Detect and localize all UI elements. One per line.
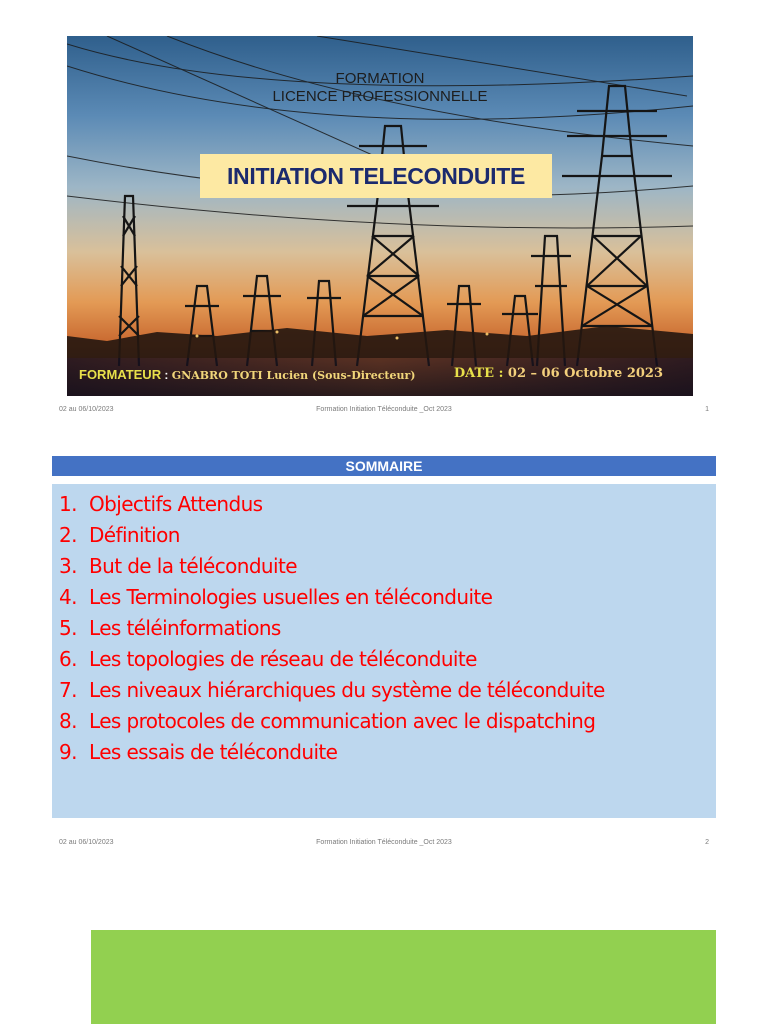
page-footer-1 — [0, 406, 768, 418]
sommaire-item — [59, 613, 605, 644]
footer-title: Formation Initiation Téléconduite _Oct 2023 — [316, 839, 452, 846]
footer-title: Formation Initiation Téléconduite _Oct 2023 — [316, 406, 452, 413]
footer-date: 02 au 06/10/2023 — [59, 839, 114, 846]
sommaire-item — [59, 551, 605, 582]
footer-page-number: 2 — [705, 839, 709, 846]
sommaire-item — [59, 582, 605, 613]
item-text: Définition — [89, 523, 180, 547]
sommaire-item — [59, 737, 605, 768]
sommaire-header: SOMMAIRE — [52, 456, 716, 476]
item-text: Objectifs Attendus — [89, 492, 263, 516]
item-number: 6. — [59, 647, 77, 671]
item-number: 5. — [59, 616, 77, 640]
item-number: 7. — [59, 678, 77, 702]
item-text: But de la téléconduite — [89, 554, 297, 578]
date-value: 02 – 06 Octobre 2023 — [507, 366, 663, 381]
item-number: 2. — [59, 523, 77, 547]
item-number: 3. — [59, 554, 77, 578]
formateur-line — [79, 367, 416, 382]
sommaire-item — [59, 520, 605, 551]
date-line — [454, 366, 663, 381]
footer-date: 02 au 06/10/2023 — [59, 406, 114, 413]
sommaire-body — [52, 484, 716, 818]
sommaire-item — [59, 706, 605, 737]
formation-heading: FORMATION — [335, 70, 425, 87]
item-number: 8. — [59, 709, 77, 733]
item-text: Les protocoles de communication avec le dispatching — [89, 709, 596, 733]
item-text: Les topologies de réseau de téléconduite — [89, 647, 477, 671]
footer-page-number: 1 — [705, 406, 709, 413]
title-slide — [67, 36, 693, 396]
slide3-green-banner — [91, 930, 716, 1024]
page-footer-2 — [0, 839, 768, 851]
formateur-label: FORMATEUR — [79, 367, 162, 382]
item-text: Les niveaux hiérarchiques du système de téléconduite — [89, 678, 605, 702]
item-number: 4. — [59, 585, 77, 609]
sommaire-item — [59, 644, 605, 675]
formateur-name: GNABRO TOTI Lucien (Sous-Directeur) — [171, 369, 416, 382]
sommaire-list — [59, 489, 605, 768]
licence-heading: LICENCE PROFESSIONNELLE — [272, 88, 488, 105]
main-title: INITIATION TELECONDUITE — [200, 154, 552, 198]
item-text: Les essais de téléconduite — [89, 740, 338, 764]
date-label: DATE : — [453, 366, 508, 381]
sommaire-item — [59, 489, 605, 520]
item-number: 9. — [59, 740, 77, 764]
item-text: Les téléinformations — [89, 616, 281, 640]
sommaire-item — [59, 675, 605, 706]
title-block — [67, 70, 693, 106]
item-number: 1. — [59, 492, 77, 516]
formateur-separator: : — [161, 368, 172, 382]
item-text: Les Terminologies usuelles en téléconduite — [89, 585, 493, 609]
